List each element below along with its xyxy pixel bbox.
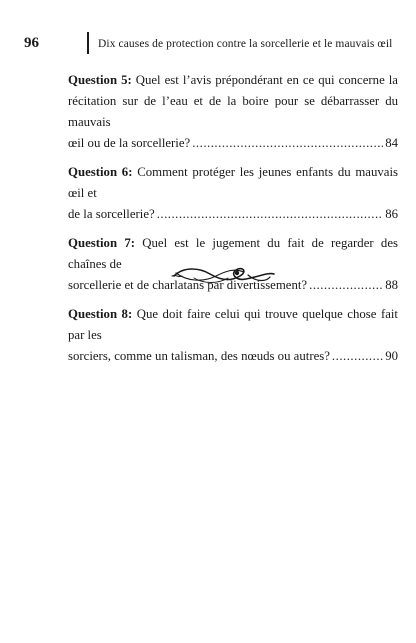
table-of-contents bbox=[68, 70, 398, 375]
question-label: Question 6: bbox=[68, 165, 133, 179]
toc-entry-last-line bbox=[68, 204, 398, 225]
header-divider bbox=[87, 32, 89, 54]
toc-entry-last-line bbox=[68, 346, 398, 367]
question-text-end: de la sorcellerie? bbox=[68, 207, 155, 221]
toc-entry-question-5[interactable] bbox=[68, 70, 398, 154]
dot-leader bbox=[309, 275, 383, 296]
dot-leader bbox=[157, 204, 384, 225]
question-label: Question 7: bbox=[68, 236, 135, 250]
toc-entry-text bbox=[68, 304, 398, 346]
dot-leader bbox=[192, 133, 383, 154]
toc-entry-text bbox=[68, 70, 398, 133]
question-text: Quel est le jugement du fait de regarder des chaînes de bbox=[68, 236, 398, 271]
flourish-ornament-icon bbox=[170, 262, 278, 288]
question-text: Que doit faire celui qui trouve quelque chose fait par les bbox=[68, 307, 398, 342]
question-text-end: sorciers, comme un talisman, des nœuds ou autres? bbox=[68, 349, 330, 363]
toc-entry-question-8[interactable] bbox=[68, 304, 398, 367]
page-number: 96 bbox=[24, 35, 39, 51]
question-label: Question 5: bbox=[68, 73, 132, 87]
question-text-end: sorcellerie et de charlatans par divertissement? bbox=[68, 278, 308, 292]
question-label: Question 8: bbox=[68, 307, 133, 321]
question-text: Comment protéger les jeunes enfants du mauvais œil et bbox=[68, 165, 398, 200]
page-reference: 86 bbox=[385, 207, 398, 221]
page-reference: 90 bbox=[385, 349, 398, 363]
toc-entry-question-6[interactable] bbox=[68, 162, 398, 225]
page-reference: 88 bbox=[385, 278, 398, 292]
question-text: Quel est l’avis prépondérant en ce qui concerne la récitation sur de l’eau et de la boire pour se débarrasser du mauvais bbox=[68, 73, 398, 129]
toc-entry-text bbox=[68, 162, 398, 204]
running-title: Dix causes de protection contre la sorcellerie et le mauvais œil bbox=[98, 38, 393, 50]
toc-entry-last-line bbox=[68, 133, 398, 154]
dot-leader bbox=[332, 346, 383, 367]
question-text-end: œil ou de la sorcellerie? bbox=[68, 136, 191, 150]
page-reference: 84 bbox=[385, 136, 398, 150]
